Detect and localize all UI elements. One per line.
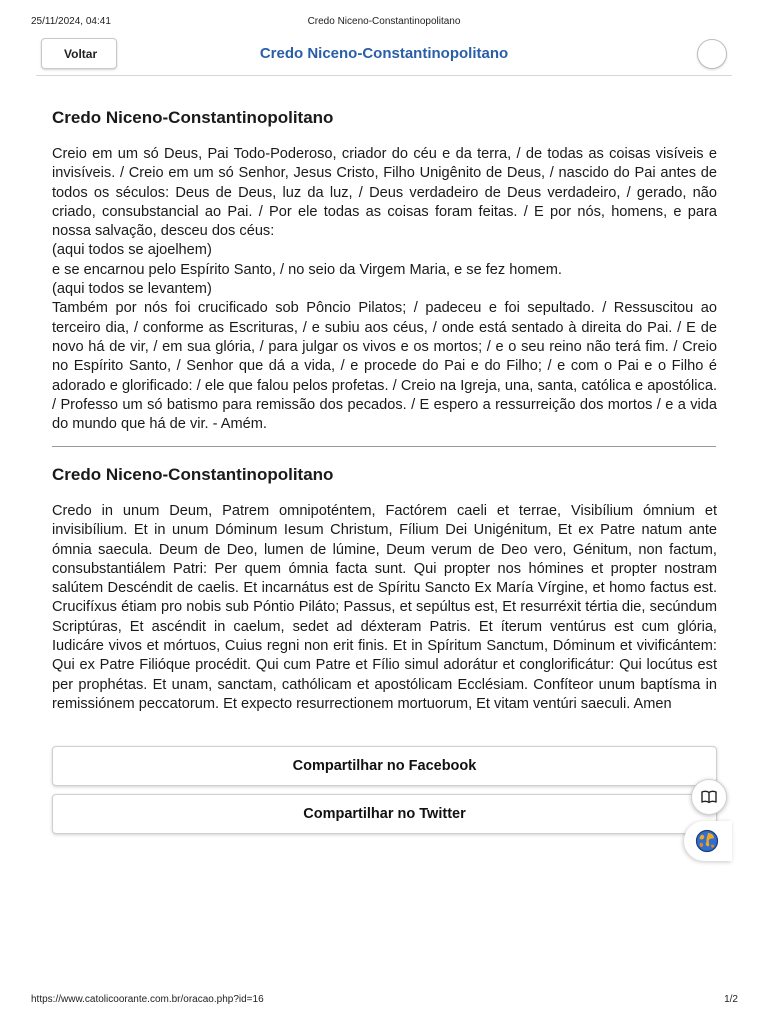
paragraph: e se encarnou pelo Espírito Santo, / no seio da Virgem Maria, e se fez homem. [52,261,562,278]
globe-icon [695,829,719,853]
paragraph: Também por nós foi crucificado sob Pôncio Pilatos; / padeceu e foi sepultado. / Ressuscitou ao terceiro dia, / conforme as Escrituras, / e subiu aos céus, / onde está sentado à direita do Pai. / E de novo há de vir, / em sua glória, / para julgar os vivos e os mortos; / e o seu reino não terá fim. / Creio no Espírito Santo, / Senhor que dá a vida, / e procede do Pai e do Filho; / e com o Pai e o Filho é adorado e glorificado: / ele que falou pelos profetas. / Creio na Igreja, una, santa, católica e apostólica. / Professo um só batismo para remissão dos pecados. / E espero a ressurreição dos mortos / e a vida do mundo que há de vir. - Amém. [52,300,717,433]
title-wrap [36,37,732,75]
print-url: https://www.catolicoorante.com.br/oracao.php?id=16 [31,994,264,1005]
page-title: Credo Niceno-Constantinopolitano [259,45,509,62]
back-button[interactable]: Voltar [41,38,117,69]
section-divider [52,446,716,447]
section-portuguese [52,108,717,434]
print-page-number: 1/2 [724,994,738,1005]
print-datetime: 25/11/2024, 04:41 [31,16,111,27]
circle-icon[interactable] [697,39,727,69]
paragraph: (aqui todos se ajoelhem) [52,242,212,259]
section-title: Credo Niceno-Constantinopolitano [52,465,334,484]
section-body [52,145,717,434]
section-latin [52,465,717,714]
print-doc-title: Credo Niceno-Constantinopolitano [307,16,461,27]
print-header [0,16,768,30]
paragraph: Credo in unum Deum, Patrem omnipoténtem, Factórem caeli et terrae, Visibílium ómnium et invisibílium. Et in unum Dóminum Iesum Christum, Fílium Dei Unigénitum, Et ex Patre natum ante ómnia saecula. Deum de Deo, lumen de lúmine, Deum verum de Deo vero, Génitum, non factum, consubstantiálem Patri: Per quem ómnia facta sunt. Qui propter nos hómines et propter nostram salútem Descéndit de caelis. Et incarnátus est de Spíritu Sancto Ex María Vírgine, et homo factus est. Crucifíxus étiam pro nobis sub Póntio Piláto; Passus, et sepúltus est, Et resurréxit tértia die, secúndum Scriptúras, Et ascéndit in caelum, sedet ad déxteram Patris. Et íterum ventúrus est cum glória, Iudicáre vivos et mórtuos, Cuius regni non erit finis. Et in Spíritum Sanctum, Dóminum et vivificántem: Qui ex Patre Filióque procédit. Qui cum Patre et Fílio simul adorátur et conglorificátur: Qui locútus est per prophétas. Et unam, sanctam, cathólicam et apostólicam Ecclésiam. Confíteor unum baptísma in remissiónem peccatorum. Et expecto resurrectionem mortuorum, Et vitam ventúri saeculi. Amen [52,503,717,712]
print-footer [0,994,768,1008]
share-facebook-button[interactable]: Compartilhar no Facebook [52,746,717,786]
floating-book-button[interactable] [691,779,727,815]
paragraph: (aqui todos se levantem) [52,281,212,298]
floating-globe-button[interactable] [684,821,732,861]
section-body [52,502,717,714]
open-book-icon [701,790,717,804]
share-twitter-button[interactable]: Compartilhar no Twitter [52,794,717,834]
paragraph: Creio em um só Deus, Pai Todo-Poderoso, criador do céu e da terra, / de todas as coisas visíveis e invisíveis. / Creio em um só Senhor, Jesus Cristo, Filho Unigênito de Deus, / nascido do Pai antes de todos os séculos: Deus de Deus, luz da luz, / Deus verdadeiro de Deus verdadeiro, / gerado, não criado, consubstancial ao Pai. / Por ele todas as coisas foram feitas. / E por nós, homens, e para nossa salvação, desceu dos céus: [52,146,717,240]
section-title: Credo Niceno-Constantinopolitano [52,108,334,127]
top-bar [36,37,732,76]
